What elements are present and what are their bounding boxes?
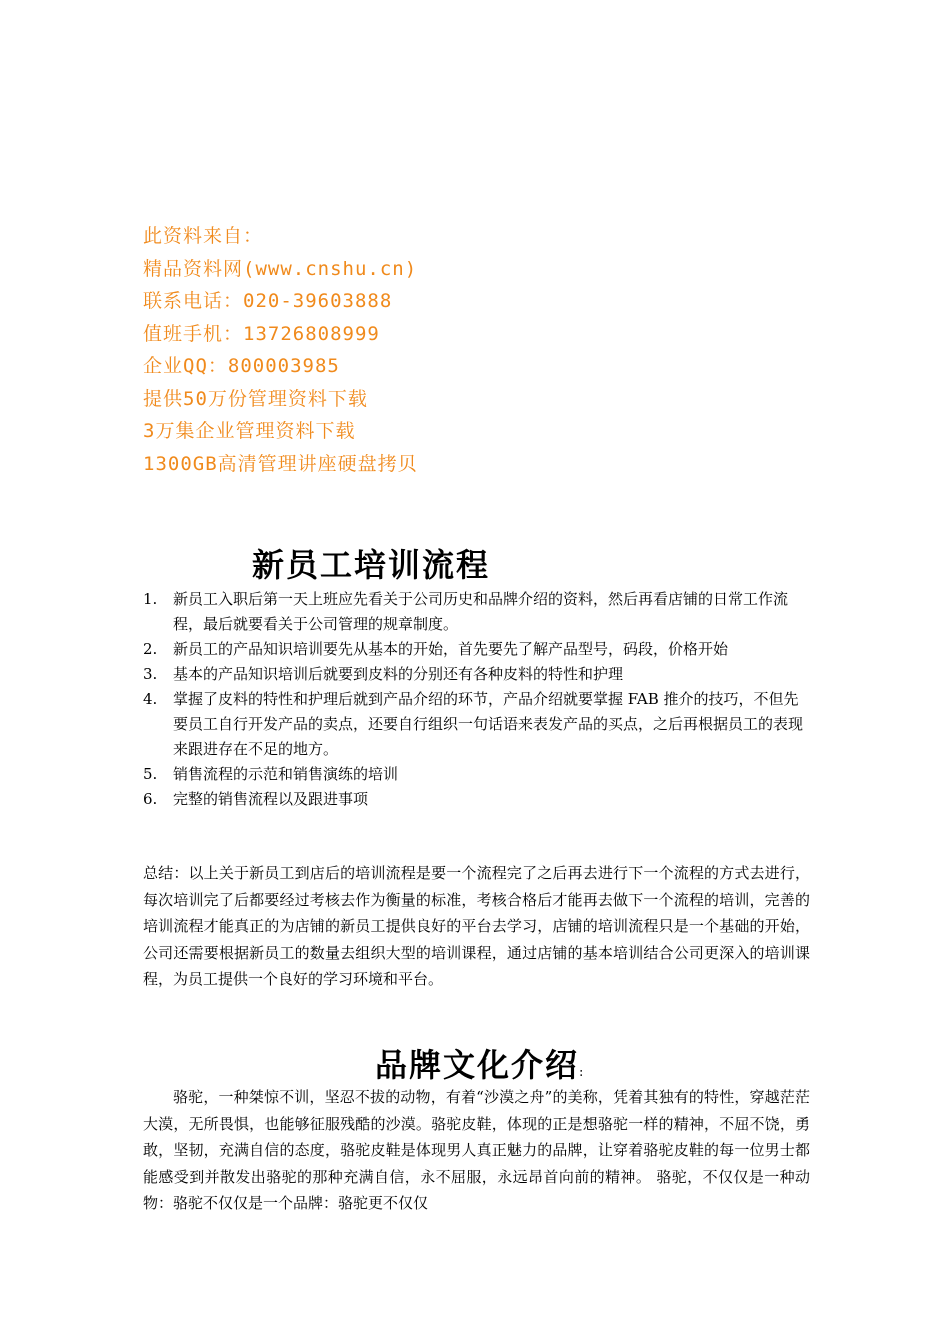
step-number: 2.	[143, 640, 158, 658]
source-line-phone: 联系电话：020-39603888	[143, 290, 393, 312]
step-number: 4.	[143, 690, 158, 708]
step-text: 基本的产品知识培训后就要到皮料的分别还有各种皮料的特性和护理	[173, 665, 624, 683]
step-text: 完整的销售流程以及跟进事项	[173, 790, 369, 808]
brand-title-text: 品牌文化介绍	[375, 1046, 580, 1084]
list-item	[143, 787, 813, 812]
source-line: 此资料来自：	[143, 225, 264, 247]
list-item	[143, 637, 813, 662]
step-number: 6.	[143, 790, 158, 808]
step-text: 销售流程的示范和销售演练的培训	[173, 765, 399, 783]
source-line: 1300GB高清管理讲座硬盘拷贝	[143, 452, 418, 475]
brand-body: 骆驼，一种桀惊不训，坚忍不拔的动物，有着“沙漠之舟”的美称，凭着其独有的特性，穿越茫茫大漠，无所畏惧，也能够征服残酷的沙漠。骆驼皮鞋，体现的正是想骆驼一样的精神，不屈不饶，勇敢，坚韧，充满自信的态度，骆驼皮鞋是体现男人真正魅力的品牌，让穿着骆驼皮鞋的每一位男士都能感受到并散发出骆驼的那种充满自信，永不屈服，永远昂首向前的精神。 骆驼，不仅仅是一种动物：骆驼不仅仅是一个品牌：骆驼更不仅仅	[143, 1088, 810, 1212]
list-item	[143, 587, 813, 637]
training-summary: 总结：以上关于新员工到店后的培训流程是要一个流程完了之后再去进行下一个流程的方式去进行，每次培训完了后都要经过考核去作为衡量的标准，考核合格后才能再去做下一个流程的培训，完善的培训流程才能真正的为店铺的新员工提供良好的平台去学习，店铺的培训流程只是一个基础的开始，公司还需要根据新员工的数量去组织大型的培训课程，通过店铺的基本培训结合公司更深入的培训课程，为员工提供一个良好的学习环境和平台。	[143, 864, 810, 988]
source-line: 3万集企业管理资料下载	[143, 420, 356, 442]
step-number: 1.	[143, 590, 158, 608]
source-line-mobile: 值班手机：13726808999	[143, 322, 380, 345]
source-line-qq: 企业QQ：800003985	[143, 355, 340, 377]
list-item	[143, 687, 813, 762]
source-info-block	[143, 220, 418, 480]
step-text: 掌握了皮料的特性和护理后就到产品介绍的环节，产品介绍就要掌握 FAB 推介的技巧，不但先要员工自行开发产品的卖点，还要自行组织一句话语来表发产品的买点，之后再根据员工的表现来跟进存在不足的地方。	[173, 690, 804, 758]
step-text: 新员工入职后第一天上班应先看关于公司历史和品牌介绍的资料，然后再看店铺的日常工作流程，最后就要看关于公司管理的规章制度。	[173, 590, 789, 633]
training-title: 新员工培训流程	[252, 546, 491, 584]
step-number: 5.	[143, 765, 158, 783]
source-line-website: 精品资料网(www.cnshu.cn)	[143, 257, 418, 280]
step-number: 3.	[143, 665, 158, 683]
brand-title	[375, 1040, 583, 1086]
training-steps-list	[143, 587, 813, 812]
source-line: 提供50万份管理资料下载	[143, 387, 368, 410]
list-item	[143, 662, 813, 687]
step-text: 新员工的产品知识培训要先从基本的开始，首先要先了解产品型号，码段，价格开始	[173, 640, 729, 658]
brand-title-colon: :	[579, 1065, 584, 1080]
list-item	[143, 762, 813, 787]
